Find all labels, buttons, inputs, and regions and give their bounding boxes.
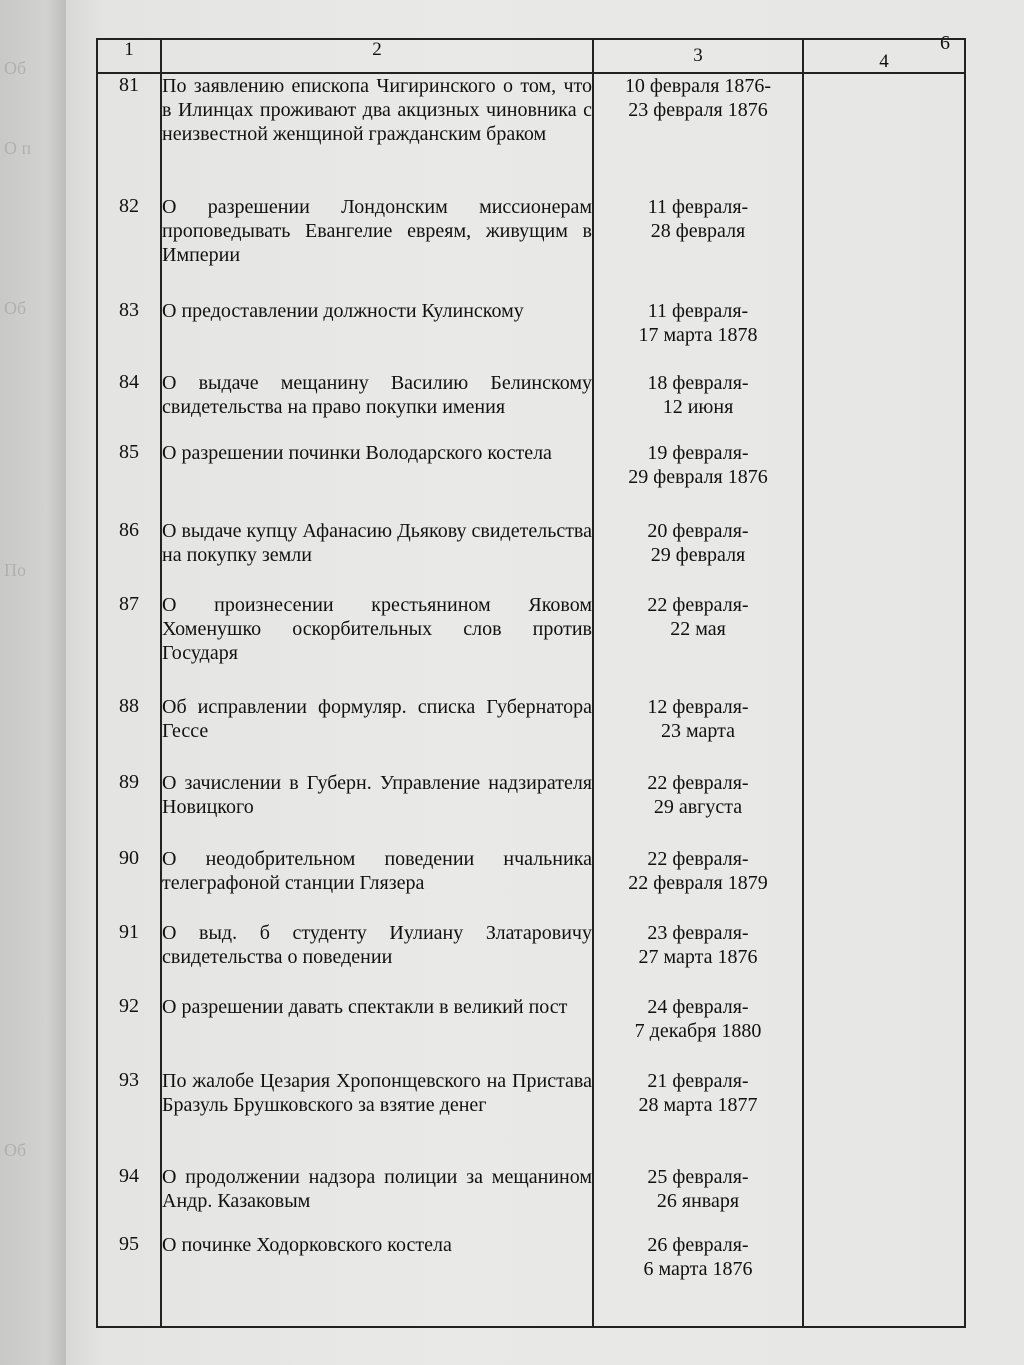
table-row	[97, 441, 965, 519]
entry-subject: О разрешении Лондонским миссионерам проповедывать Евангелие евреям, живущим в Империи	[161, 195, 593, 299]
table-row	[97, 299, 965, 371]
entry-subject: Об исправлении формуляр. списка Губернатора Гессе	[161, 695, 593, 771]
entry-dates: 22 февраля- 29 августа	[593, 771, 803, 847]
table-row	[97, 847, 965, 921]
entry-number: 93	[97, 1069, 161, 1165]
entry-dates: 11 февраля- 28 февраля	[593, 195, 803, 299]
entry-subject: О неодобрительном поведении нчальника телеграфоной станции Глязера	[161, 847, 593, 921]
entry-number: 87	[97, 593, 161, 695]
entry-subject: О разрешении починки Володарского костела	[161, 441, 593, 519]
table-row	[97, 593, 965, 695]
page-number: 6	[940, 32, 950, 54]
entry-dates: 10 февраля 1876- 23 февраля 1876	[593, 73, 803, 195]
entry-notes	[803, 299, 965, 371]
entry-dates: 22 февраля- 22 мая	[593, 593, 803, 695]
entry-dates: 21 февраля- 28 марта 1877	[593, 1069, 803, 1165]
bleed-through-text: Об	[4, 58, 27, 78]
entry-number: 91	[97, 921, 161, 995]
bleed-through-text: О п	[4, 138, 32, 158]
entry-dates: 23 февраля- 27 марта 1876	[593, 921, 803, 995]
header-col-1: 1	[97, 39, 161, 73]
entry-dates: 12 февраля- 23 марта	[593, 695, 803, 771]
bleed-through-text: Об	[4, 1140, 27, 1160]
entry-dates: 19 февраля- 29 февраля 1876	[593, 441, 803, 519]
entry-dates: 11 февраля- 17 марта 1878	[593, 299, 803, 371]
entry-subject: По жалобе Цезария Хропонщевского на Пристава Бразуль Брушковского за взятие денег	[161, 1069, 593, 1165]
entry-subject: О починке Ходорковского костела	[161, 1233, 593, 1327]
header-row	[97, 39, 965, 73]
entry-notes	[803, 195, 965, 299]
entry-dates: 25 февраля- 26 января	[593, 1165, 803, 1233]
book-spine	[0, 0, 66, 1365]
entry-dates: 22 февраля- 22 февраля 1879	[593, 847, 803, 921]
table-row	[97, 695, 965, 771]
entry-notes	[803, 1069, 965, 1165]
entry-number: 86	[97, 519, 161, 593]
table-row	[97, 995, 965, 1069]
entry-subject: О выдаче купцу Афанасию Дьякову свидетельства на покупку земли	[161, 519, 593, 593]
entry-number: 85	[97, 441, 161, 519]
entry-notes	[803, 1233, 965, 1327]
table-row	[97, 771, 965, 847]
entry-notes	[803, 441, 965, 519]
entry-subject: О выд. б студенту Иулиану Златаровичу свидетельства о поведении	[161, 921, 593, 995]
entry-notes	[803, 519, 965, 593]
table-row	[97, 519, 965, 593]
entry-subject: О предоставлении должности Кулинскому	[161, 299, 593, 371]
entry-subject: О произнесении крестьянином Яковом Хоменушко оскорбительных слов против Государя	[161, 593, 593, 695]
header-col-2: 2	[161, 39, 593, 73]
table-row	[97, 371, 965, 441]
entry-subject: О выдаче мещанину Василию Белинскому свидетельства на право покупки имения	[161, 371, 593, 441]
entry-notes	[803, 847, 965, 921]
table-row	[97, 1165, 965, 1233]
entry-subject: По заявлению епископа Чигиринского о том, что в Илинцах проживают два акцизных чиновника с неизвестной женщиной гражданским браком	[161, 73, 593, 195]
header-col-4: 4	[803, 39, 965, 73]
entry-notes	[803, 771, 965, 847]
table-row	[97, 73, 965, 195]
entry-notes	[803, 371, 965, 441]
table-row	[97, 195, 965, 299]
table-row	[97, 1069, 965, 1165]
entry-number: 82	[97, 195, 161, 299]
table-row	[97, 921, 965, 995]
entry-notes	[803, 921, 965, 995]
entry-number: 83	[97, 299, 161, 371]
entry-dates: 24 февраля- 7 декабря 1880	[593, 995, 803, 1069]
entry-number: 81	[97, 73, 161, 195]
entry-number: 90	[97, 847, 161, 921]
entry-notes	[803, 1165, 965, 1233]
entry-notes	[803, 73, 965, 195]
entry-number: 88	[97, 695, 161, 771]
entry-number: 92	[97, 995, 161, 1069]
entry-dates: 18 февраля- 12 июня	[593, 371, 803, 441]
entry-notes	[803, 695, 965, 771]
entry-dates: 26 февраля- 6 марта 1876	[593, 1233, 803, 1327]
entry-number: 95	[97, 1233, 161, 1327]
entry-number: 89	[97, 771, 161, 847]
entry-subject: О разрешении давать спектакли в великий пост	[161, 995, 593, 1069]
entry-subject: О продолжении надзора полиции за мещанином Андр. Казаковым	[161, 1165, 593, 1233]
bleed-through-text: Об	[4, 298, 27, 318]
entry-notes	[803, 593, 965, 695]
archive-register-table	[96, 38, 966, 1328]
bleed-through-text: По	[4, 560, 26, 580]
header-col-3: 3	[593, 39, 803, 73]
entry-number: 84	[97, 371, 161, 441]
entry-subject: О зачислении в Губерн. Управление надзирателя Новицкого	[161, 771, 593, 847]
entry-dates: 20 февраля- 29 февраля	[593, 519, 803, 593]
table-row	[97, 1233, 965, 1327]
entry-number: 94	[97, 1165, 161, 1233]
entry-notes	[803, 995, 965, 1069]
